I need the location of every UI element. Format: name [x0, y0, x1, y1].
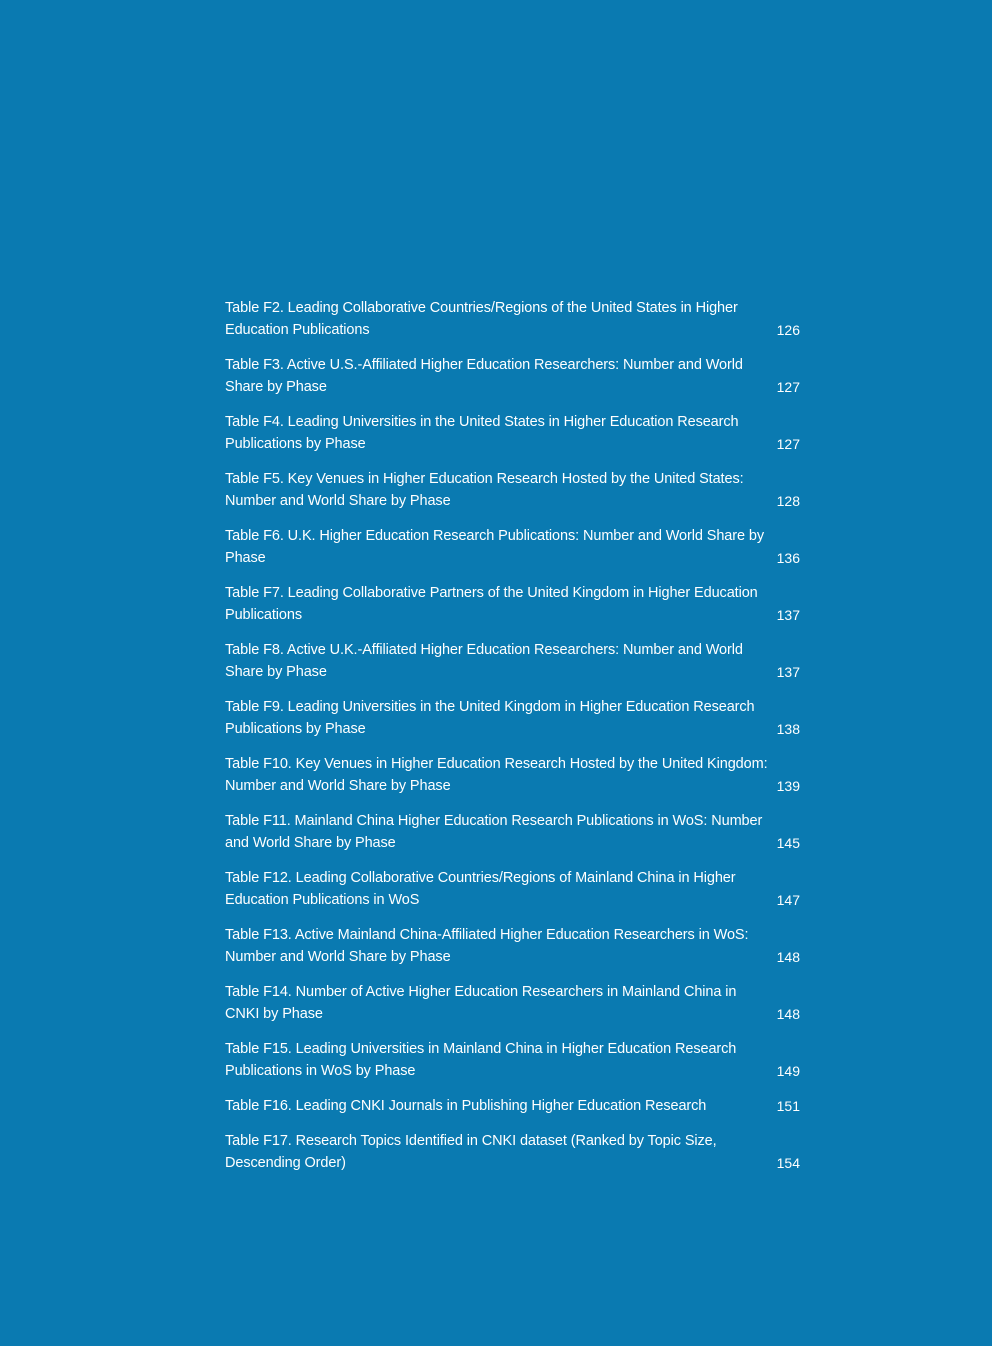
toc-entry-page: 148 [776, 949, 800, 965]
toc-entry-page: 148 [776, 1006, 800, 1022]
toc-entry-page: 145 [776, 835, 800, 851]
toc-entry[interactable] [225, 468, 800, 512]
toc-entry-page: 149 [776, 1063, 800, 1079]
toc-entry-title: Table F8. Active U.K.-Affiliated Higher Education Researchers: Number and World Share by Phase [225, 642, 743, 680]
toc-entry-title: Table F6. U.K. Higher Education Research Publications: Number and World Share by Phase [225, 528, 764, 566]
toc-entry[interactable] [225, 867, 800, 911]
toc-entry-page: 127 [776, 379, 800, 395]
toc-entry-title: Table F13. Active Mainland China-Affiliated Higher Education Researchers in WoS: Number and World Share by Phase [225, 927, 749, 965]
toc-entry[interactable] [225, 696, 800, 740]
toc-entry-title: Table F15. Leading Universities in Mainland China in Higher Education Research Publications in WoS by Phase [225, 1041, 737, 1079]
toc-entry-title: Table F10. Key Venues in Higher Education Research Hosted by the United Kingdom: Number and World Share by Phase [225, 756, 768, 794]
toc-entry[interactable] [225, 810, 800, 854]
toc-entry[interactable] [225, 753, 800, 797]
toc-entry-title: Table F2. Leading Collaborative Countries/Regions of the United States in Higher Education Publications [225, 300, 738, 338]
toc-entry-title: Table F3. Active U.S.-Affiliated Higher Education Researchers: Number and World Share by Phase [225, 357, 743, 395]
toc-entry[interactable] [225, 981, 800, 1025]
toc-entry-title: Table F7. Leading Collaborative Partners of the United Kingdom in Higher Education Publications [225, 585, 758, 623]
toc-entry-title: Table F5. Key Venues in Higher Education Research Hosted by the United States: Number and World Share by Phase [225, 471, 744, 509]
toc-entry-page: 151 [776, 1098, 800, 1114]
toc-entry[interactable] [225, 525, 800, 569]
toc-entry[interactable] [225, 924, 800, 968]
toc-entry[interactable] [225, 639, 800, 683]
toc-entry-title: Table F9. Leading Universities in the United Kingdom in Higher Education Research Publications by Phase [225, 699, 755, 737]
toc-entry-page: 137 [776, 664, 800, 680]
toc-entry[interactable] [225, 582, 800, 626]
toc-entry-title: Table F16. Leading CNKI Journals in Publishing Higher Education Research [225, 1098, 707, 1114]
table-of-contents [225, 297, 800, 1187]
toc-entry-page: 139 [776, 778, 800, 794]
toc-entry-title: Table F12. Leading Collaborative Countries/Regions of Mainland China in Higher Education Publications in WoS [225, 870, 736, 908]
toc-entry-title: Table F17. Research Topics Identified in CNKI dataset (Ranked by Topic Size, Descending Order) [225, 1133, 717, 1171]
toc-entry-title: Table F11. Mainland China Higher Education Research Publications in WoS: Number and World Share by Phase [225, 813, 763, 851]
toc-entry-page: 127 [776, 436, 800, 452]
toc-entry-title: Table F14. Number of Active Higher Education Researchers in Mainland China in CNKI by Phase [225, 984, 737, 1022]
toc-entry-page: 136 [776, 550, 800, 566]
toc-entry-page: 137 [776, 607, 800, 623]
toc-entry-page: 154 [776, 1155, 800, 1171]
toc-entry-title: Table F4. Leading Universities in the United States in Higher Education Research Publications by Phase [225, 414, 739, 452]
toc-entry[interactable] [225, 354, 800, 398]
toc-entry[interactable] [225, 1095, 800, 1117]
toc-entry-page: 128 [776, 493, 800, 509]
toc-entry[interactable] [225, 411, 800, 455]
toc-entry-page: 147 [776, 892, 800, 908]
toc-entry-page: 138 [776, 721, 800, 737]
toc-entry[interactable] [225, 1130, 800, 1174]
toc-entry[interactable] [225, 1038, 800, 1082]
toc-entry-page: 126 [776, 322, 800, 338]
toc-entry[interactable] [225, 297, 800, 341]
